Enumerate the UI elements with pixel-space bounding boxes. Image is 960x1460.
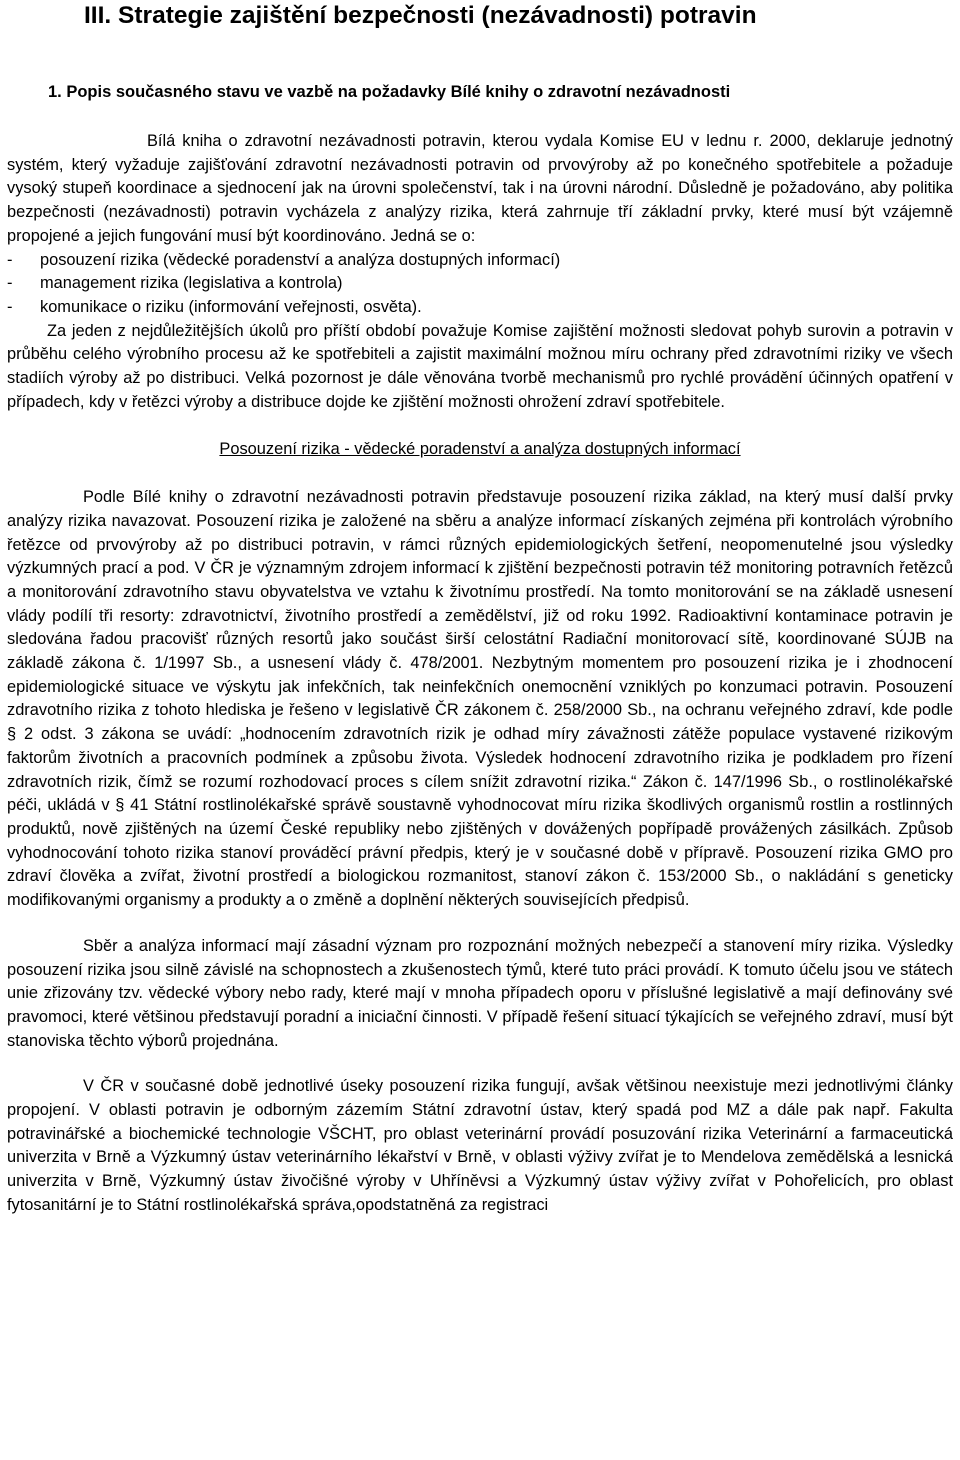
list-item: - posouzení rizika (vědecké poradenství a analýza dostupných informací) <box>7 249 953 273</box>
spacer <box>7 414 953 438</box>
paragraph-information-collection: Sběr a analýza informací mají zásadní význam pro rozpoznání možných nebezpečí a stanovení míry rizika. Výsledky posouzení rizika jsou silně závislé na schopnostech a zkušenostech týmů, které tuto práci provádí. K tomuto účelu jsou ve státech unie zřizovány tzv. vědecké výbory nebo rady, které mají v mnoha případech oporu v příslušné legislativě a mají definovány své pravomoci, které většinou představují poradní a iniciační činnosti. V případě řešení situací týkajících se veřejného zdraví, musí být stanoviska těchto výborů projednána. <box>7 936 953 1050</box>
spacer <box>7 462 953 486</box>
subsection-heading: Posouzení rizika - vědecké poradenství a analýza dostupných informací <box>219 440 741 459</box>
paragraph-risk-assessment: Podle Bílé knihy o zdravotní nezávadnosti potravin představuje posouzení rizika základ, na který musí další prvky analýzy rizika navazovat. Posouzení rizika je založené na sběru a analýze informací získaných zejména při kontrolách výrobního řetězce od prvovýroby až po distribuci potravin, v rámci různých epidemiologických šetření, neopomenutelné jsou výsledky výzkumných prací a pod. V ČR je významným zdrojem informací k zjištění bezpečnosti potravin též monitoring potravních řetězců a monitorování zdravotního stavu obyvatelstva ve vztahu k životnímu prostředí. Na tomto monitorování se na základě usnesení vlády podílí tři resorty: zdravotnictví, životního prostředí a zemědělství, již od roku 1992. Radioaktivní kontaminace potravin je sledována řadou pracovišť různých resortů jako součást širší celostátní Radiační monitorovací sítě, koordinované SÚJB na základě zákona č. 1/1997 Sb., a usnesení vlády č. 478/2001. Nezbytným momentem pro posouzení rizika je i zhodnocení epidemiologické situace ve výskytu jak infekčních, tak neinfekčních onemocnění vzniklých po konzumaci potravin. Posouzení zdravotního rizika z tohoto hlediska je řešeno v legislativě ČR zákonem č. 258/2000 Sb., na ochranu veřejného zdraví, kde podle § 2 odst. 3 zákona se uvádí: „hodnocením zdravotních rizik je odhad míry závažnosti zátěže populace vystavené rizikovým faktorům životních a pracovních podmínek a způsobu života. Výsledek hodnocení zdravotního rizika je podkladem pro řízení zdravotních rizik, čímž se rozumí rozhodovací proces s cílem snížit zdravotní rizika.“ Zákon č. 147/1996 Sb., o rostlinolékařské péči, ukládá v § 41 Státní rostlinolékařské správě soustavně vyhodnocovat míru rizika škodlivých organismů rostlin a rostlinných produktů, nově zjištěných na území České republiky nebo zjištěných v dovážených popřípadě provážených zásilkách. Způsob vyhodnocování tohoto rizika stanoví prováděcí právní předpis, který je v současné době v přípravě. Posouzení rizika GMO pro zdraví člověka a zvířat, životní prostředí a biologickou rozmanitost, stanoví zákon č. 153/2000 Sb., o nakládání s geneticky modifikovanými organismy a produkty a o změně a doplnění některých souvisejících předpisů. <box>7 488 953 910</box>
list-item: - management rizika (legislativa a kontrola) <box>7 272 953 296</box>
document-title: III. Strategie zajištění bezpečnosti (nezávadnosti) potravin <box>84 2 757 29</box>
paragraph-czech-situation: V ČR v současné době jednotlivé úseky posouzení rizika fungují, avšak většinou neexistuje mezi jednotlivými články propojení. V oblasti potravin je odborným zázemím Státní zdravotní ústav, který spadá pod MZ a dále pak např. Fakulta potravinářské a biochemické technologie VŠCHT, pro oblast veterinární provádí posuzování rizika Veterinární a farmaceutická univerzita v Brně a Výzkumný ústav veterinárního lékařství v Brně, v oblasti výživy zvířat je to Mendelova zemědělská a lesnická univerzita v Brně, Výzkumný ústav živočišné výroby v Uhříněvsi a Výzkumný ústav výživy zvířat v Pohořelicích, pro oblast fytosanitární je to Státní rostlinolékařská správa,opodstatněná za registraci <box>7 1077 953 1214</box>
spacer <box>7 1053 953 1075</box>
risk-analysis-elements-list <box>7 249 953 320</box>
section-heading-1: 1. Popis současného stavu ve vazbě na požadavky Bílé knihy o zdravotní nezávadnosti <box>48 83 731 101</box>
paragraph-white-paper: Bílá kniha o zdravotní nezávadnosti potravin, kterou vydala Komise EU v lednu r. 2000, deklaruje jednotný systém, který vyžaduje zajišťování zdravotní nezávadnosti potravin od prvovýroby až po konečného spotřebitele a požaduje vysoký stupeň koordinace a sjednocení jak na úrovni společenství, tak i na úrovni národní. Důsledně je požadováno, aby politika bezpečnosti (nezávadnosti) potravin vycházela z analýzy rizika, která zahrnuje tří základní prvky, které musí být vzájemně propojené a jejich fungování musí být koordinováno. Jedná se o: <box>7 132 953 245</box>
paragraph-commission-tasks: Za jeden z nejdůležitějších úkolů pro příští období považuje Komise zajištění možnosti sledovat pohyb surovin a potravin v průběhu celého výrobního procesu až ke spotřebiteli a zajistit maximální možnou míru ochrany před zdravotními riziky ve všech stadiích výroby až po distribuci. Velká pozornost je dále věnována tvorbě mechanismů pro rychlé provádění účinných opatření v případech, kdy v řetězci výroby a distribuce dojde ke zjištění možnosti ohrožení zdraví spotřebitele. <box>7 321 953 411</box>
list-item: - komunikace o riziku (informování veřejnosti, osvěta). <box>7 296 953 320</box>
spacer <box>7 913 953 935</box>
document-body <box>7 130 953 1218</box>
